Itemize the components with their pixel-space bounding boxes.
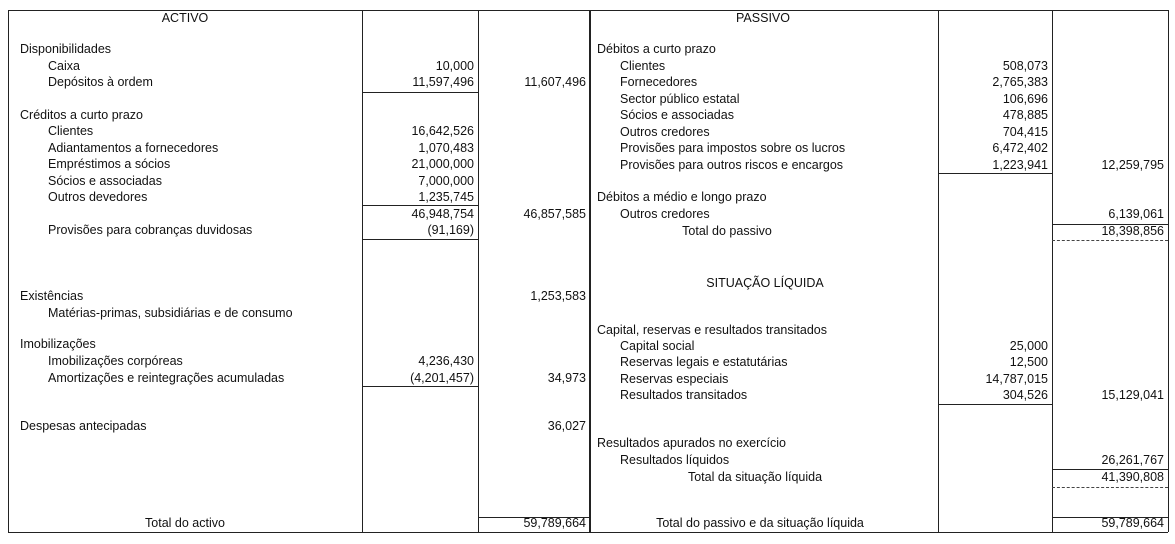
section-heading: Disponibilidades	[20, 42, 112, 56]
total-amount: 18,398,856	[1101, 224, 1164, 238]
row-label: Matérias-primas, subsidiárias e de consumo	[48, 306, 293, 320]
column-divider	[589, 10, 590, 532]
total-amount: 15,129,041	[1101, 388, 1164, 402]
detail-amount: 4,236,430	[418, 354, 474, 368]
section-heading: Despesas antecipadas	[20, 419, 147, 433]
subtotal-rule	[362, 92, 478, 93]
column-divider	[1168, 10, 1169, 532]
total-amount: 41,390,808	[1101, 470, 1164, 484]
total-amount: 34,973	[547, 371, 586, 385]
section-heading: Existências	[20, 289, 84, 303]
total-amount: 26,261,767	[1101, 453, 1164, 467]
row-label: Outros devedores	[48, 190, 148, 204]
detail-amount: 11,597,496	[412, 75, 474, 89]
total-amount: 1,253,583	[530, 289, 586, 303]
detail-amount: 10,000	[435, 59, 474, 73]
detail-amount: 478,885	[1002, 108, 1048, 122]
total-dashed-rule	[1052, 240, 1168, 241]
row-label-centered: Total do activo	[145, 516, 225, 530]
row-label: Provisões para cobranças duvidosas	[48, 223, 253, 237]
row-label: Resultados transitados	[620, 388, 748, 402]
row-label: Resultados líquidos	[620, 453, 730, 467]
subtotal-rule	[362, 386, 478, 387]
detail-amount: 2,765,383	[992, 75, 1048, 89]
total-dashed-rule	[1052, 487, 1168, 488]
total-amount: 46,857,585	[523, 207, 586, 221]
detail-amount: 46,948,754	[411, 207, 474, 221]
row-label: Provisões para impostos sobre os lucros	[620, 141, 846, 155]
detail-amount: 25,000	[1009, 339, 1048, 353]
detail-amount: 21,000,000	[411, 157, 474, 171]
detail-amount: 106,696	[1002, 92, 1048, 106]
total-amount: 12,259,795	[1101, 158, 1164, 172]
row-label: Outros credores	[620, 125, 710, 139]
row-label: Caixa	[48, 59, 80, 73]
detail-amount: 304,526	[1002, 388, 1048, 402]
table-bottom-border	[8, 532, 590, 533]
row-label: Capital social	[620, 339, 695, 353]
subtotal-rule	[938, 404, 1052, 405]
detail-amount: 14,787,015	[985, 372, 1048, 386]
subtotal-rule	[938, 173, 1052, 174]
row-label: Fornecedores	[620, 75, 698, 89]
total-amount: 6,139,061	[1108, 207, 1164, 221]
row-label: Amortizações e reintegrações acumuladas	[48, 371, 285, 385]
row-label: Reservas especiais	[620, 372, 729, 386]
detail-amount: (91,169)	[427, 223, 474, 237]
total-amount: 36,027	[547, 419, 586, 433]
detail-amount: 1,235,745	[418, 190, 474, 204]
detail-amount: 7,000,000	[418, 174, 474, 188]
table-bottom-border	[589, 532, 1168, 533]
detail-amount: 6,472,402	[992, 141, 1048, 155]
row-label: Adiantamentos a fornecedores	[48, 141, 219, 155]
detail-amount: 508,073	[1002, 59, 1048, 73]
row-label: Imobilizações corpóreas	[48, 354, 183, 368]
detail-amount: 16,642,526	[411, 124, 474, 138]
column-divider	[8, 10, 9, 532]
detail-amount: 1,223,941	[992, 158, 1048, 172]
section-heading: Imobilizações	[20, 337, 96, 351]
section-heading: Resultados apurados no exercício	[597, 436, 787, 450]
passivo-title: PASSIVO	[736, 11, 790, 25]
row-label-centered: SITUAÇÃO LÍQUIDA	[706, 276, 824, 290]
total-amount: 11,607,496	[524, 75, 586, 89]
total-amount: 59,789,664	[523, 516, 586, 530]
row-label: Empréstimos a sócios	[48, 157, 171, 171]
row-label-centered: Total do passivo e da situação líquida	[656, 516, 864, 530]
row-label: Depósitos à ordem	[48, 75, 153, 89]
row-label: Outros credores	[620, 207, 710, 221]
row-label: Sócios e associadas	[48, 174, 162, 188]
row-label: Reservas legais e estatutárias	[620, 355, 788, 369]
detail-amount: 12,500	[1009, 355, 1048, 369]
activo-title: ACTIVO	[161, 11, 209, 25]
row-label: Sócios e associadas	[620, 108, 734, 122]
section-heading: Capital, reservas e resultados transitados	[597, 323, 827, 337]
detail-amount: 704,415	[1002, 125, 1048, 139]
section-heading: Créditos a curto prazo	[20, 108, 143, 122]
section-heading: Débitos a curto prazo	[597, 42, 716, 56]
row-label: Sector público estatal	[620, 92, 740, 106]
detail-amount: 1,070,483	[418, 141, 474, 155]
row-label: Clientes	[48, 124, 94, 138]
column-divider	[590, 10, 591, 532]
subtotal-rule	[362, 239, 478, 240]
total-amount: 59,789,664	[1101, 516, 1164, 530]
detail-amount: (4,201,457)	[410, 371, 474, 385]
row-label-centered: Total da situação líquida	[687, 470, 823, 484]
row-label: Clientes	[620, 59, 666, 73]
section-heading: Débitos a médio e longo prazo	[597, 190, 767, 204]
row-label-centered: Total do passivo	[682, 224, 772, 238]
row-label: Provisões para outros riscos e encargos	[620, 158, 844, 172]
